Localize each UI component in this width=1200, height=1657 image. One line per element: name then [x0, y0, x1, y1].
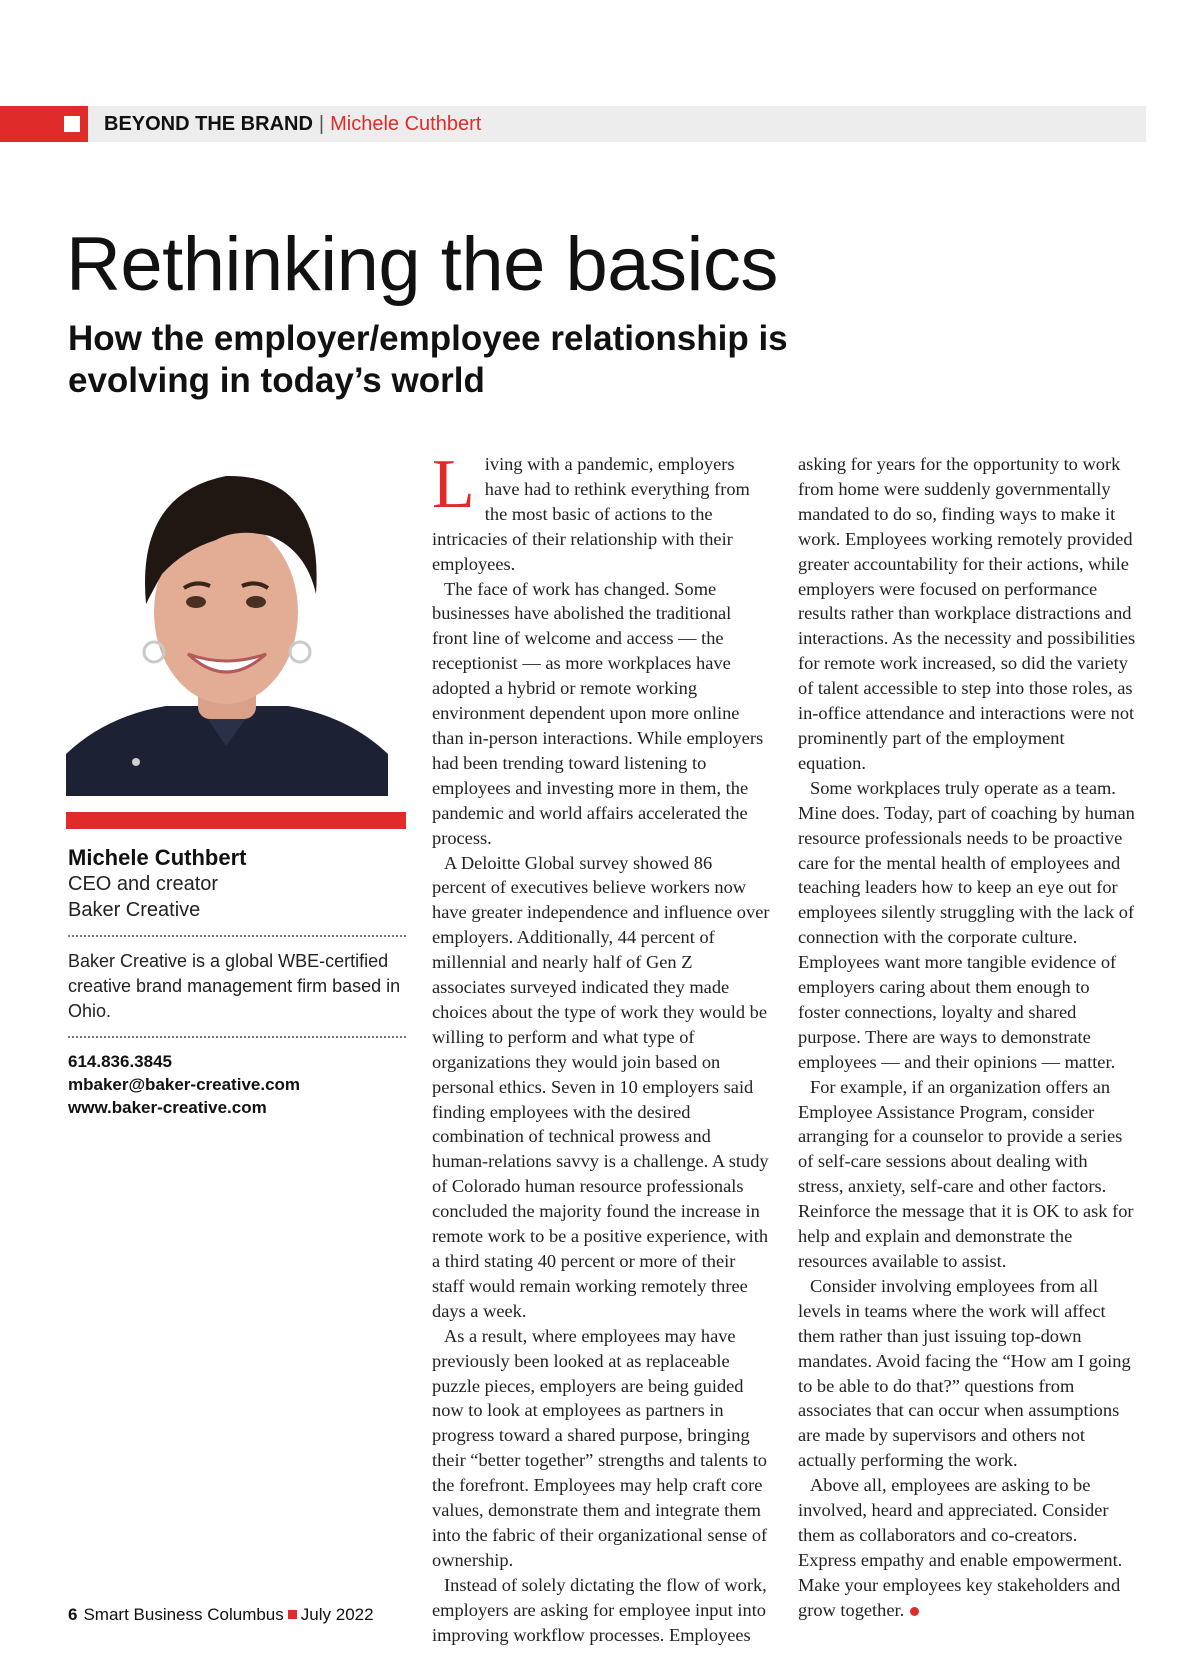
issue-date: July 2022 — [300, 1605, 374, 1624]
bio-name: Michele Cuthbert — [68, 845, 247, 870]
square-icon — [288, 1610, 297, 1619]
author-portrait-illustration — [66, 454, 388, 796]
article-column-2 — [798, 452, 1136, 1623]
author-bio — [68, 844, 408, 1119]
article-title: Rethinking the basics — [66, 222, 778, 307]
article-paragraph: A Deloitte Global survey showed 86 percent of executives believe workers now have greater independence and influence over employers. Additionally, 44 percent of millennial and nearly half of Gen Z associates surveyed indicated they made choices about the type of work they would be willing to perform and what type of organizations they would join based on personal ethics. Seven in 10 employers said finding employees with the desired combination of technical prowess and human-relations savvy is a challenge. A study of Colorado human resource professionals concluded the majority found the increase in remote work to be a positive experience, with a third stating 40 percent or more of their staff would remain working remotely three days a week. — [432, 852, 770, 1321]
article-paragraph: For example, if an organization offers an Employee Assistance Program, consider arranging for a counselor to provide a series of self-care sessions about dealing with stress, anxiety, self-care and other factors. Reinforce the message that it is OK to ask for help and explain and demonstrate the resources available to assist. — [798, 1076, 1134, 1271]
bio-divider-bar — [66, 812, 406, 829]
bio-company: Baker Creative — [68, 899, 201, 921]
article-subtitle: How the employer/employee relationship is evolving in today’s world — [68, 319, 788, 400]
section-author: Michele Cuthbert — [330, 113, 482, 135]
bio-description: Baker Creative is a global WBE-certified creative brand management firm based in Ohio. — [68, 951, 401, 1021]
section-label — [104, 113, 481, 135]
article-paragraph: Above all, employees are asking to be involved, heard and appreciated. Consider them as collaborators and co-creators. Express empathy and enable empowerment. Make your employees key stakeholders and grow together. — [798, 1475, 1123, 1620]
section-header-bar — [0, 106, 1146, 142]
bio-email[interactable]: mbaker@baker-creative.com — [68, 1075, 301, 1094]
bio-website[interactable]: www.baker-creative.com — [68, 1098, 267, 1117]
article-column-1 — [432, 446, 770, 1648]
end-mark-icon — [910, 1607, 919, 1616]
article-paragraph: Consider involving employees from all levels in teams where the work will affect them rather than just issuing top-down mandates. Avoid facing the “How am I going to be able to do that?” questions from associates that can occur when assumptions are made by supervisors and others not actually performing the work. — [798, 1275, 1131, 1471]
article-paragraph: As a result, where employees may have previously been looked at as replaceable puzzle pieces, employers are being guided now to look at employees as partners in progress toward a shared purpose, bringing their “better together” strengths and talents to the forefront. Employees may help craft core values, demonstrate them and integrate them into the fabric of their organizational sense of ownership. — [432, 1325, 768, 1570]
article-paragraph: Living with a pandemic, employers have had to rethink everything from the most basic of actions to the intricacies of their relationship with their employees. — [432, 446, 750, 574]
page-number: 6 — [68, 1605, 78, 1624]
page-footer — [68, 1604, 374, 1626]
article-paragraph: asking for years for the opportunity to work from home were suddenly governmentally mandated to do so, finding ways to make it work. Employees working remotely provided greater accountability for their actions, while employers were focused on performance results rather than workplace distractions and interactions. As the necessity and possibilities for remote work increased, so did the variety of talent accessible to step into those roles, as in-office attendance and interactions were not prominently part of the employment equation. — [798, 454, 1136, 773]
drop-cap: L — [432, 446, 475, 523]
bio-role: CEO and creator — [68, 873, 219, 895]
section-name: BEYOND THE BRAND — [104, 113, 313, 135]
publication-name: Smart Business Columbus — [83, 1605, 284, 1624]
section-separator: | — [318, 113, 325, 135]
author-photo — [66, 454, 388, 796]
square-icon — [64, 116, 80, 132]
bio-phone: 614.836.3845 — [68, 1052, 172, 1071]
article-paragraph: Some workplaces truly operate as a team. Mine does. Today, part of coaching by human resource professionals needs to be proactive care for the mental health of employees and teaching leaders how to keep an eye out for employees silently struggling with the lack of connection with the corporate culture. Employees want more tangible evidence of employers caring about them enough to foster connections, loyalty and shared purpose. There are ways to demonstrate employees — and their opinions — matter. — [798, 777, 1135, 1072]
article-paragraph: Instead of solely dictating the flow of work, employers are asking for employee input into improving workflow processes. Employees — [432, 1574, 767, 1645]
dotted-divider — [68, 1036, 406, 1038]
dotted-divider — [68, 935, 406, 937]
article-paragraph: The face of work has changed. Some businesses have abolished the traditional front line of welcome and access — the receptionist — as more workplaces have adopted a hybrid or remote working environment dependent upon more online than in-person interactions. While employers had been trending toward listening to employees and investing more in them, the pandemic and world affairs accelerated the process. — [432, 578, 764, 848]
section-marker — [0, 106, 88, 142]
